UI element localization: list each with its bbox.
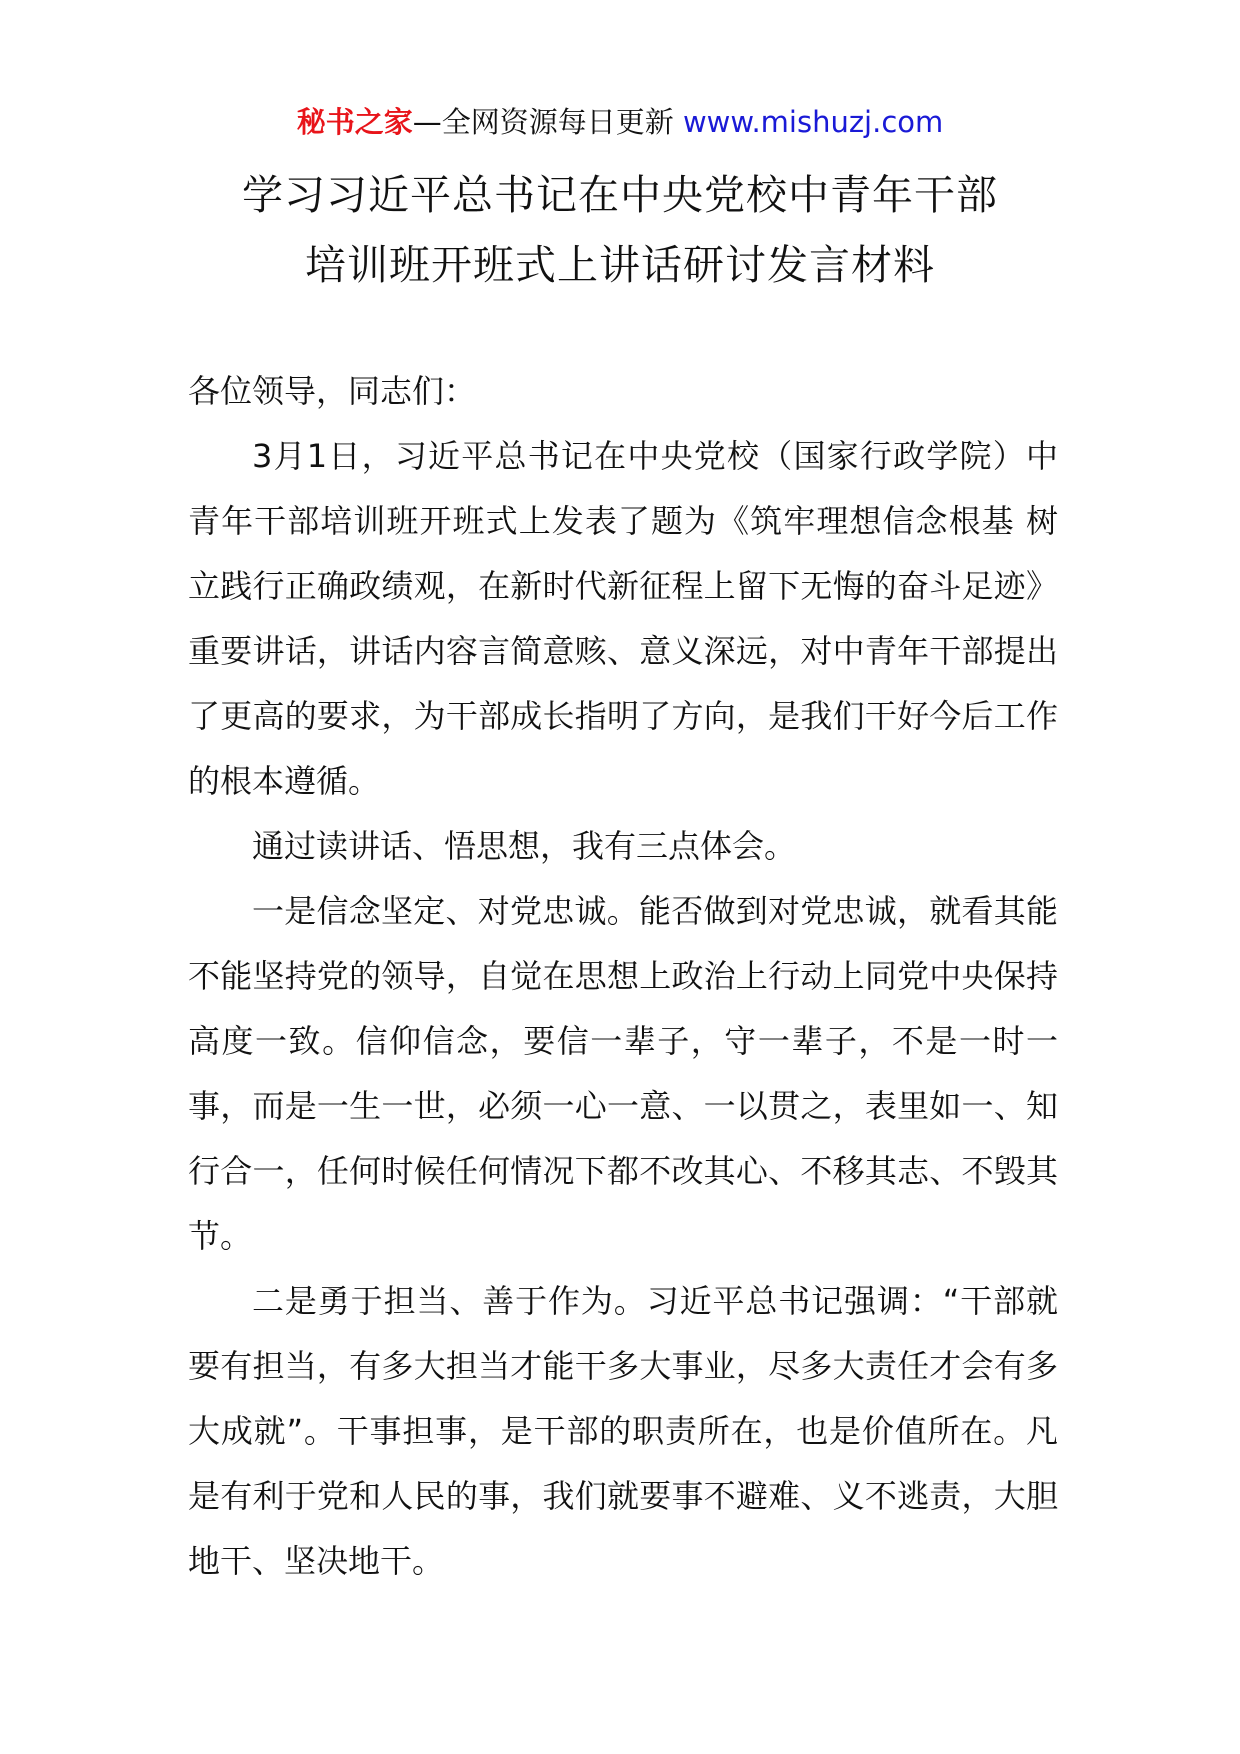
paragraph-point-two: 二是勇于担当、善于作为。习近平总书记强调：“干部就要有担当，有多大担当才能干多大事业，尽多大责任才会有多大成就”。干事担事，是干部的职责所在，也是价值所在。凡是有利于党和人民的事，我们就要事不避难、义不逃责，大胆地干、坚决地干。 <box>188 1282 1058 1580</box>
document-title-line-1: 学习习近平总书记在中央党校中青年干部 <box>242 171 998 219</box>
site-header <box>0 100 1240 144</box>
site-tagline: —全网资源每日更新 <box>412 105 674 139</box>
paragraph-intro: 3月1日，习近平总书记在中央党校（国家行政学院）中青年干部培训班开班式上发表了题为《筑牢理想信念根基 树立践行正确政绩观，在新时代新征程上留下无悔的奋斗足迹》重要讲话，讲话内容言简意赅、意义深远，对中青年干部提出了更高的要求，为干部成长指明了方向，是我们干好今后工作的根本遵循。 <box>188 437 1058 800</box>
paragraph-summary: 通过读讲话、悟思想，我有三点体会。 <box>252 827 797 865</box>
document-body <box>188 359 1058 1594</box>
site-url-link[interactable]: www.mishuzj.com <box>682 105 944 139</box>
document-title <box>0 160 1240 300</box>
document-title-line-2: 培训班开班式上讲话研讨发言材料 <box>305 241 935 289</box>
site-brand: 秘书之家 <box>296 105 413 139</box>
paragraph-point-one: 一是信念坚定、对党忠诚。能否做到对党忠诚，就看其能不能坚持党的领导，自觉在思想上政治上行动上同党中央保持高度一致。信仰信念，要信一辈子，守一辈子，不是一时一事，而是一生一世，必须一心一意、一以贯之，表里如一、知行合一，任何时候任何情况下都不改其心、不移其志、不毁其节。 <box>188 892 1058 1255</box>
salutation: 各位领导，同志们： <box>188 372 477 410</box>
